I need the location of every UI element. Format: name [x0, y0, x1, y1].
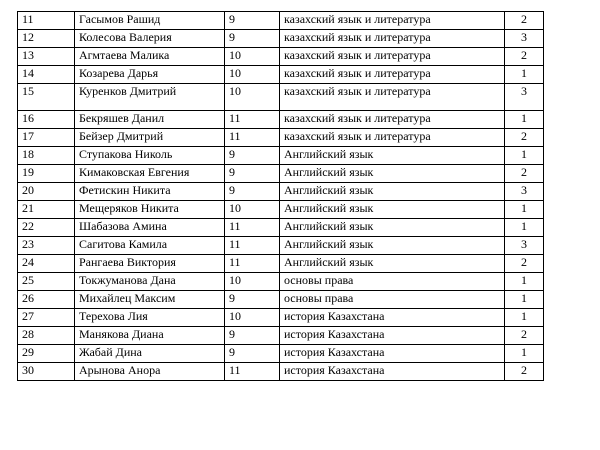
row-number-cell: 27	[18, 309, 75, 327]
grade-cell: 10	[225, 48, 280, 66]
subject-cell: история Казахстана	[280, 327, 505, 345]
row-number-cell: 28	[18, 327, 75, 345]
table-row	[18, 273, 544, 291]
subject-cell: казахский язык и литература	[280, 66, 505, 84]
place-cell: 3	[505, 84, 544, 111]
place-cell: 1	[505, 345, 544, 363]
table-row	[18, 363, 544, 381]
subject-cell: казахский язык и литература	[280, 84, 505, 111]
table-row	[18, 219, 544, 237]
grade-cell: 10	[225, 66, 280, 84]
table-row	[18, 12, 544, 30]
subject-cell: история Казахстана	[280, 345, 505, 363]
student-name-cell: Мещеряков Никита	[75, 201, 225, 219]
subject-cell: Английский язык	[280, 147, 505, 165]
table-row	[18, 183, 544, 201]
student-name-cell: Терехова Лия	[75, 309, 225, 327]
student-name-cell: Михайлец Максим	[75, 291, 225, 309]
grade-cell: 11	[225, 219, 280, 237]
place-cell: 3	[505, 30, 544, 48]
place-cell: 2	[505, 12, 544, 30]
subject-cell: Английский язык	[280, 183, 505, 201]
grade-cell: 10	[225, 84, 280, 111]
student-name-cell: Куренков Дмитрий	[75, 84, 225, 111]
row-number-cell: 25	[18, 273, 75, 291]
subject-cell: казахский язык и литература	[280, 12, 505, 30]
subject-cell: основы права	[280, 291, 505, 309]
grade-cell: 9	[225, 165, 280, 183]
row-number-cell: 13	[18, 48, 75, 66]
subject-cell: Английский язык	[280, 237, 505, 255]
place-cell: 1	[505, 147, 544, 165]
subject-cell: история Казахстана	[280, 309, 505, 327]
student-name-cell: Сагитова Камила	[75, 237, 225, 255]
student-name-cell: Кимаковская Евгения	[75, 165, 225, 183]
grade-cell: 9	[225, 30, 280, 48]
subject-cell: Английский язык	[280, 219, 505, 237]
row-number-cell: 24	[18, 255, 75, 273]
student-name-cell: Козарева Дарья	[75, 66, 225, 84]
row-number-cell: 29	[18, 345, 75, 363]
grade-cell: 11	[225, 237, 280, 255]
table-row	[18, 345, 544, 363]
table-row	[18, 291, 544, 309]
row-number-cell: 21	[18, 201, 75, 219]
subject-cell: Английский язык	[280, 255, 505, 273]
place-cell: 2	[505, 165, 544, 183]
grade-cell: 11	[225, 129, 280, 147]
student-name-cell: Гасымов Рашид	[75, 12, 225, 30]
place-cell: 1	[505, 66, 544, 84]
grade-cell: 9	[225, 183, 280, 201]
row-number-cell: 17	[18, 129, 75, 147]
place-cell: 3	[505, 183, 544, 201]
table-row	[18, 255, 544, 273]
subject-cell: казахский язык и литература	[280, 129, 505, 147]
student-name-cell: Токжуманова Дана	[75, 273, 225, 291]
grade-cell: 9	[225, 291, 280, 309]
row-number-cell: 12	[18, 30, 75, 48]
place-cell: 1	[505, 219, 544, 237]
results-table	[17, 11, 544, 381]
table-row	[18, 201, 544, 219]
grade-cell: 11	[225, 255, 280, 273]
grade-cell: 9	[225, 147, 280, 165]
place-cell: 2	[505, 129, 544, 147]
grade-cell: 10	[225, 273, 280, 291]
place-cell: 1	[505, 291, 544, 309]
place-cell: 2	[505, 327, 544, 345]
table-row	[18, 129, 544, 147]
row-number-cell: 14	[18, 66, 75, 84]
table-row	[18, 237, 544, 255]
student-name-cell: Ступакова Николь	[75, 147, 225, 165]
row-number-cell: 26	[18, 291, 75, 309]
grade-cell: 9	[225, 327, 280, 345]
row-number-cell: 30	[18, 363, 75, 381]
subject-cell: Английский язык	[280, 165, 505, 183]
table-row	[18, 84, 544, 111]
student-name-cell: Колесова Валерия	[75, 30, 225, 48]
grade-cell: 11	[225, 363, 280, 381]
student-name-cell: Манякова Диана	[75, 327, 225, 345]
grade-cell: 11	[225, 111, 280, 129]
row-number-cell: 19	[18, 165, 75, 183]
table-row	[18, 30, 544, 48]
student-name-cell: Рангаева Виктория	[75, 255, 225, 273]
row-number-cell: 11	[18, 12, 75, 30]
results-table-body	[18, 12, 544, 381]
grade-cell: 9	[225, 12, 280, 30]
place-cell: 2	[505, 255, 544, 273]
place-cell: 1	[505, 201, 544, 219]
student-name-cell: Бекряшев Данил	[75, 111, 225, 129]
row-number-cell: 18	[18, 147, 75, 165]
row-number-cell: 23	[18, 237, 75, 255]
student-name-cell: Фетискин Никита	[75, 183, 225, 201]
table-row	[18, 147, 544, 165]
subject-cell: основы права	[280, 273, 505, 291]
table-row	[18, 327, 544, 345]
subject-cell: казахский язык и литература	[280, 111, 505, 129]
subject-cell: история Казахстана	[280, 363, 505, 381]
row-number-cell: 16	[18, 111, 75, 129]
row-number-cell: 15	[18, 84, 75, 111]
table-row	[18, 66, 544, 84]
grade-cell: 10	[225, 201, 280, 219]
place-cell: 1	[505, 273, 544, 291]
table-row	[18, 48, 544, 66]
place-cell: 3	[505, 237, 544, 255]
student-name-cell: Жабай Дина	[75, 345, 225, 363]
place-cell: 2	[505, 363, 544, 381]
row-number-cell: 20	[18, 183, 75, 201]
table-row	[18, 111, 544, 129]
student-name-cell: Шабазова Амина	[75, 219, 225, 237]
student-name-cell: Арынова Анора	[75, 363, 225, 381]
table-row	[18, 165, 544, 183]
student-name-cell: Бейзер Дмитрий	[75, 129, 225, 147]
subject-cell: Английский язык	[280, 201, 505, 219]
row-number-cell: 22	[18, 219, 75, 237]
table-row	[18, 309, 544, 327]
subject-cell: казахский язык и литература	[280, 48, 505, 66]
student-name-cell: Агмтаева Малика	[75, 48, 225, 66]
place-cell: 2	[505, 48, 544, 66]
grade-cell: 10	[225, 309, 280, 327]
place-cell: 1	[505, 111, 544, 129]
grade-cell: 9	[225, 345, 280, 363]
place-cell: 1	[505, 309, 544, 327]
subject-cell: казахский язык и литература	[280, 30, 505, 48]
